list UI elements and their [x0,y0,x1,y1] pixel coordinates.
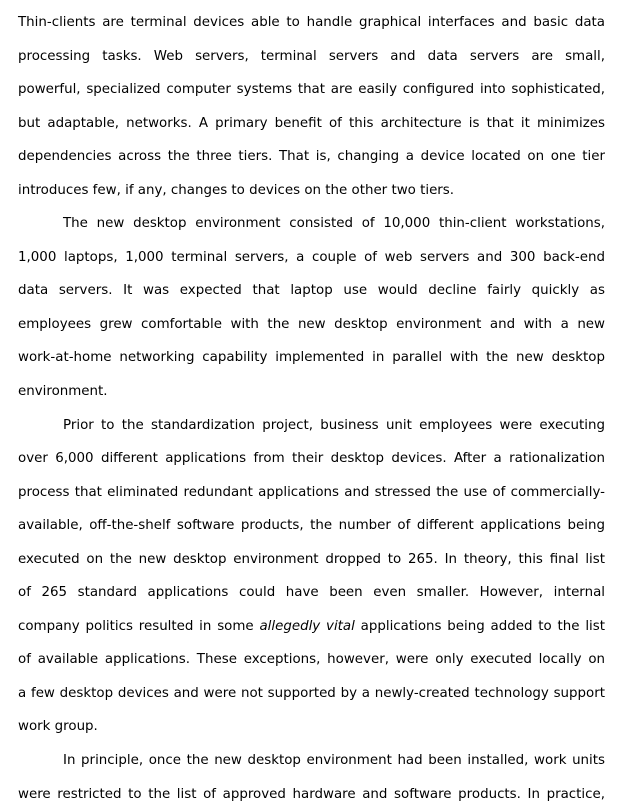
text-line: data servers. It was expected that laptop use would decline fairly quickly as [18,283,605,299]
document-body [18,6,605,811]
text-line: introduces few, if any, changes to devices on the other two tiers. [18,182,455,198]
text-line: a few desktop devices and were not supported by a newly-created technology support [18,685,605,701]
text-line: available, off-the-shelf software products, the number of different applications being [18,518,605,534]
text-line: of available applications. These exceptions, however, were only executed locally on [18,652,605,668]
italic-text: allegedly vital [259,618,355,634]
text-line: powerful, specialized computer systems that are easily configured into sophisticated, [18,82,605,98]
text-line: employees grew comfortable with the new desktop environment and with a new [18,316,605,332]
text-line: were restricted to the list of approved hardware and software products. In practice, [18,786,605,802]
text-line: processing tasks. Web servers, terminal servers and data servers are small, [18,48,605,64]
text-line: of 265 standard applications could have been even smaller. However, internal [18,585,605,601]
text-line: over 6,000 different applications from their desktop devices. After a rationalization [18,451,605,467]
text-span: applications being added to the list [354,618,605,634]
text-line: The new desktop environment consisted of 10,000 thin-client workstations, [63,216,605,232]
text-line: environment. [18,384,108,400]
text-line: Thin-clients are terminal devices able to handle graphical interfaces and basic data [18,15,605,30]
text-line: executed on the new desktop environment dropped to 265. In theory, this final list [18,551,605,567]
text-span: company politics resulted in some [18,618,260,634]
text-line: dependencies across the three tiers. That is, changing a device located on one tier [18,149,605,165]
text-line: process that eliminated redundant applications and stressed the use of commercially- [18,484,605,500]
text-line: work-at-home networking capability implemented in parallel with the new desktop [18,350,605,366]
text-line: but adaptable, networks. A primary benefit of this architecture is that it minimizes [18,115,605,131]
text-line [18,610,605,644]
text-line: In principle, once the new desktop environment had been installed, work units [63,753,605,769]
text-line: work group. [18,719,98,735]
text-line: 1,000 laptops, 1,000 terminal servers, a couple of web servers and 300 back-end [18,249,605,265]
text-line: Prior to the standardization project, business unit employees were executing [63,417,605,433]
